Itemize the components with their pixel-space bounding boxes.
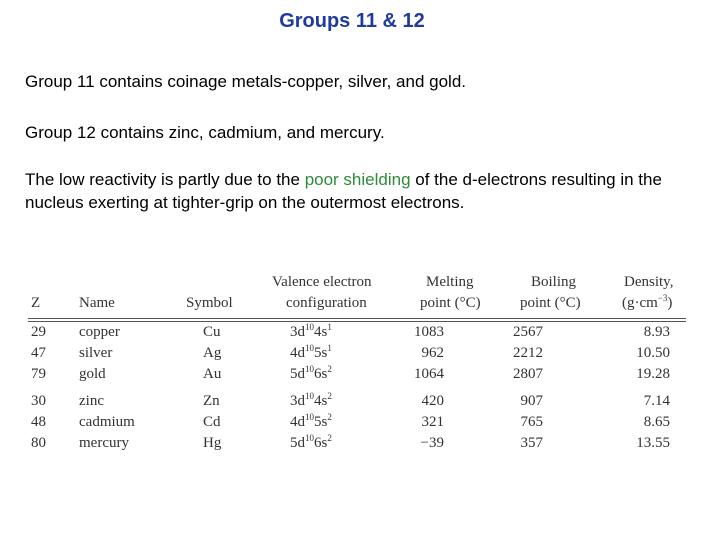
orbital-electron-count: 2 <box>327 391 332 401</box>
cell-electron-configuration <box>290 391 332 411</box>
table-row <box>28 412 686 432</box>
header-name: Name <box>79 295 115 311</box>
table-row <box>28 343 686 363</box>
orbital-electron-count: 1 <box>327 322 332 332</box>
table-row <box>28 364 686 384</box>
table-header <box>28 272 686 318</box>
density-unit-close: ) <box>667 295 673 311</box>
cell-boiling-point: 765 <box>520 414 543 430</box>
paragraph-group-11: Group 11 contains coinage metals-copper, silver, and gold. <box>25 72 467 91</box>
orbital: 5d <box>290 435 305 451</box>
orbital: 5s <box>314 345 328 361</box>
table-row <box>28 433 686 453</box>
orbital-electron-count: 10 <box>305 433 314 443</box>
orbital: 4s <box>314 324 328 340</box>
cell-symbol: Au <box>203 366 222 382</box>
cell-melting-point: 420 <box>421 393 444 409</box>
cell-density: 10.50 <box>636 345 670 361</box>
cell-density: 13.55 <box>636 435 670 451</box>
header-melting-line1: Melting <box>426 274 474 290</box>
cell-name: copper <box>79 324 120 340</box>
cell-density: 19.28 <box>636 366 670 382</box>
cell-electron-configuration <box>290 433 332 453</box>
poor-shielding-highlight: poor shielding <box>304 170 411 189</box>
orbital: 6s <box>314 366 328 382</box>
orbital: 3d <box>290 393 305 409</box>
orbital: 6s <box>314 435 328 451</box>
paragraph-group-12: Group 12 contains zinc, cadmium, and mercury. <box>25 123 385 142</box>
orbital-electron-count: 10 <box>305 343 314 353</box>
orbital-electron-count: 2 <box>327 412 332 422</box>
orbital-electron-count: 10 <box>305 322 314 332</box>
header-rule-top <box>28 318 686 319</box>
cell-density: 8.93 <box>643 324 670 340</box>
header-z: Z <box>31 295 41 311</box>
density-unit-exponent: −3 <box>657 293 668 303</box>
cell-electron-configuration <box>290 364 332 384</box>
orbital: 4d <box>290 345 305 361</box>
cell-melting-point: 321 <box>421 414 444 430</box>
orbital-electron-count: 10 <box>305 364 314 374</box>
paragraph-reactivity <box>25 168 705 214</box>
cell-atomic-number: 29 <box>31 324 46 340</box>
properties-table <box>28 272 686 451</box>
cell-boiling-point: 357 <box>520 435 543 451</box>
reactivity-text-start: The low reactivity is partly due to the <box>25 170 305 189</box>
cell-melting-point: 1064 <box>414 366 444 382</box>
cell-atomic-number: 48 <box>31 414 46 430</box>
slide-title: Groups 11 & 12 <box>279 10 425 32</box>
cell-name: silver <box>79 345 113 361</box>
orbital-electron-count: 1 <box>327 343 332 353</box>
cell-density: 7.14 <box>643 393 670 409</box>
cell-electron-configuration <box>290 412 332 432</box>
header-density-line1: Density, <box>624 274 674 290</box>
orbital: 5s <box>314 414 328 430</box>
cell-name: gold <box>79 366 106 382</box>
cell-atomic-number: 79 <box>31 366 46 382</box>
cell-name: mercury <box>79 435 129 451</box>
orbital-electron-count: 2 <box>327 364 332 374</box>
cell-name: cadmium <box>79 414 135 430</box>
cell-symbol: Cu <box>203 324 221 340</box>
orbital-electron-count: 10 <box>305 391 314 401</box>
header-density-line2 <box>622 293 672 314</box>
header-valence-line2: configuration <box>286 295 367 311</box>
cell-boiling-point: 907 <box>520 393 543 409</box>
cell-boiling-point: 2212 <box>513 345 543 361</box>
header-symbol: Symbol <box>186 295 233 311</box>
header-melting-line2: point (°C) <box>420 295 481 311</box>
cell-melting-point: 1083 <box>414 324 444 340</box>
header-valence-line1: Valence electron <box>272 274 372 290</box>
orbital-electron-count: 10 <box>305 412 314 422</box>
cell-atomic-number: 30 <box>31 393 46 409</box>
cell-symbol: Zn <box>203 393 220 409</box>
orbital-electron-count: 2 <box>327 433 332 443</box>
cell-symbol: Ag <box>203 345 222 361</box>
header-boiling-line1: Boiling <box>531 274 577 290</box>
cell-electron-configuration <box>290 322 332 342</box>
orbital: 4s <box>314 393 328 409</box>
orbital: 4d <box>290 414 305 430</box>
cell-symbol: Hg <box>203 435 222 451</box>
cell-atomic-number: 80 <box>31 435 46 451</box>
orbital: 5d <box>290 366 305 382</box>
cell-electron-configuration <box>290 343 332 363</box>
orbital: 3d <box>290 324 305 340</box>
density-unit: (g·cm <box>622 295 658 311</box>
cell-symbol: Cd <box>203 414 221 430</box>
table-row <box>28 391 686 411</box>
cell-melting-point: −39 <box>420 435 444 451</box>
header-boiling-line2: point (°C) <box>520 295 581 311</box>
table-row <box>28 322 686 342</box>
cell-melting-point: 962 <box>421 345 444 361</box>
cell-atomic-number: 47 <box>31 345 46 361</box>
cell-name: zinc <box>79 393 104 409</box>
cell-density: 8.65 <box>643 414 670 430</box>
cell-boiling-point: 2567 <box>513 324 543 340</box>
reactivity-text-end: of the d-electrons resulting in the nucleus exerting at tighter-grip on the outermost electrons. <box>25 170 662 212</box>
cell-boiling-point: 2807 <box>513 366 543 382</box>
